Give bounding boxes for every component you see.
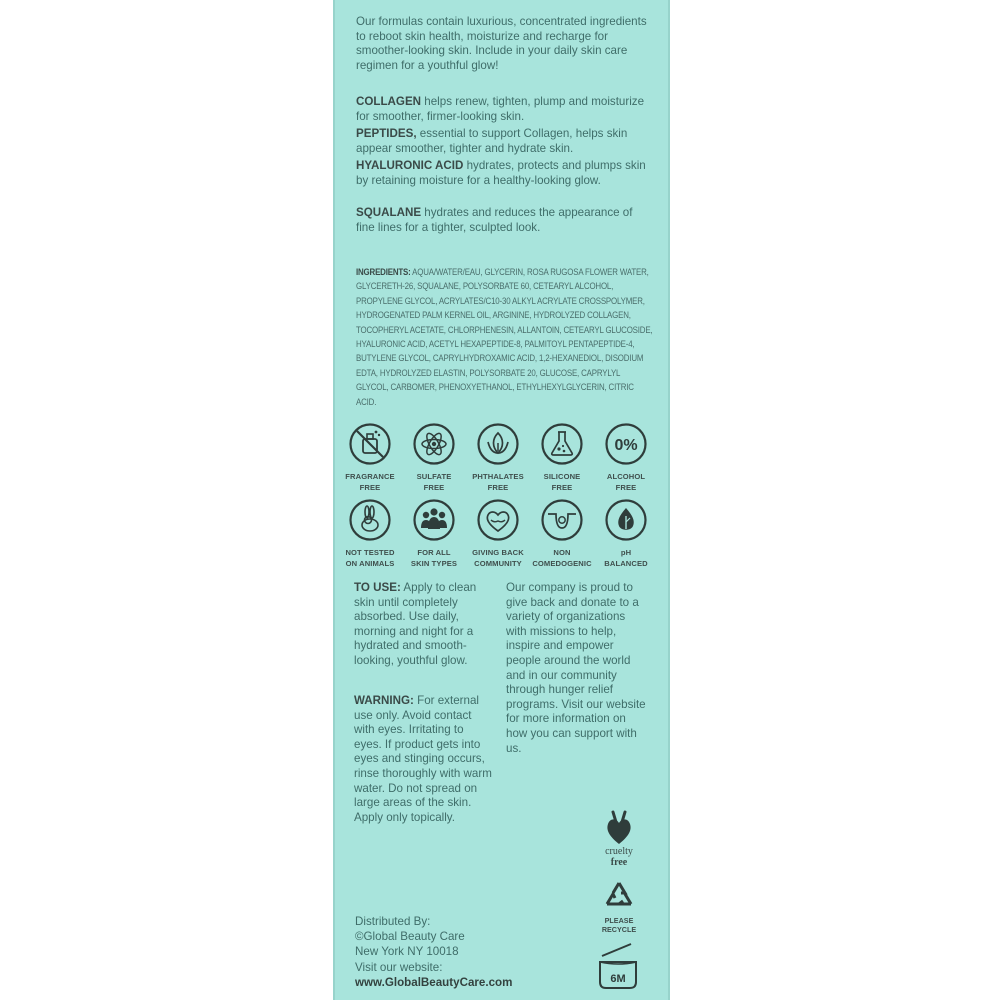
warning-text: For external use only. Avoid contact with eyes. Irritating to eyes. If product gets into eyes and stinging occurs, rinse thoroughly with warm water. Do not spread on large areas of the skin. Apply only topically. bbox=[354, 694, 492, 824]
badge-label-2: ON ANIMALS bbox=[345, 558, 395, 568]
ingredients-title: INGREDIENTS: bbox=[356, 267, 411, 277]
heart-hands-icon bbox=[476, 498, 520, 542]
badge-phthalates-free bbox=[467, 422, 529, 493]
hyaluronic-title: HYALURONIC ACID bbox=[356, 159, 464, 172]
recycle-line-2: RECYCLE bbox=[601, 925, 637, 934]
pore-icon bbox=[540, 498, 584, 542]
rabbit-icon bbox=[348, 498, 392, 542]
badge-label-2: BALANCED bbox=[604, 558, 648, 568]
badge-label-1: pH bbox=[620, 548, 632, 557]
badge-label-1: SULFATE bbox=[416, 472, 452, 481]
alcohol-free-icon bbox=[604, 422, 648, 466]
please-recycle-logo bbox=[595, 880, 643, 934]
to-use-text: Apply to clean skin until completely absorbed. Use daily, morning and night for a hydrated and smooth-looking, youthful glow. bbox=[354, 581, 477, 667]
ingredients-list bbox=[356, 265, 653, 409]
badge-label-2: FREE bbox=[359, 482, 381, 492]
distributor-website: www.GlobalBeautyCare.com bbox=[355, 975, 513, 989]
badge-label-1: SILICONE bbox=[543, 472, 581, 481]
badge-giving-back-community bbox=[467, 498, 529, 569]
badge-label-1: FOR ALL bbox=[417, 548, 451, 557]
hyaluronic-paragraph bbox=[356, 159, 651, 188]
warning-paragraph bbox=[354, 694, 494, 825]
squalane-title: SQUALANE bbox=[356, 206, 422, 219]
company-paragraph: Our company is proud to give back and donate to a variety of organizations with missions to help, inspire and empower people around the world and in our community through hunger relief programs. Visit our website for more information on how you can support with us. bbox=[506, 581, 646, 755]
distributor-line-4: Visit our website: bbox=[355, 960, 443, 974]
badge-label-2: SKIN TYPES bbox=[410, 558, 458, 568]
badge-label-1: PHTHALATES bbox=[472, 472, 524, 481]
hyaluronic-text: hydrates, protects and plumps skin by retaining moisture for a healthy-looking glow. bbox=[356, 159, 646, 187]
product-box-panel bbox=[333, 0, 670, 1000]
badge-ph-balanced bbox=[595, 498, 657, 569]
badge-label-1: GIVING BACK bbox=[472, 548, 524, 557]
badge-label-2: FREE bbox=[551, 482, 573, 492]
distributor-line-2: ©Global Beauty Care bbox=[355, 930, 465, 944]
silicone-free-icon bbox=[540, 422, 584, 466]
cruelty-line-1: cruelty bbox=[605, 846, 633, 857]
cruelty-free-logo bbox=[595, 810, 643, 868]
squalane-paragraph bbox=[356, 206, 646, 235]
badge-label-2: FREE bbox=[423, 482, 445, 492]
badge-label-2: COMEDOGENIC bbox=[532, 558, 592, 568]
distributor-info bbox=[355, 914, 512, 990]
badge-for-all-skin-types bbox=[403, 498, 465, 569]
cruelty-line-2: free bbox=[610, 857, 628, 868]
recycle-line-1: PLEASE bbox=[604, 916, 634, 925]
intro-text: Our formulas contain luxurious, concentrated ingredients to reboot skin health, moisturize and recharge for smoother-looking skin. Include in your daily skin care regimen for a youthful glow! bbox=[356, 15, 647, 72]
period-after-opening-symbol bbox=[597, 942, 639, 990]
badge-label-2: FREE bbox=[615, 482, 637, 492]
to-use-paragraph bbox=[354, 581, 494, 669]
recycle-icon bbox=[603, 880, 635, 912]
ingredients-text: AQUA/WATER/EAU, GLYCERIN, ROSA RUGOSA FLOWER WATER, GLYCERETH-26, SQUALANE, POLYSORBATE 60, CETEARYL ALCOHOL, PROPYLENE GLYCOL, ACRYLATES/C10-30 ALKYL ACRYLATE CROSSPOLYMER, HYDROGENATED PALM KERNEL OIL, ARGININE, HYDROLYZED COLLAGEN, TOCOPHERYL ACETATE, CHLORPHENESIN, ALLANTOIN, CETEARYL GLUCOSIDE, HYALURONIC ACID, ACETYL HEXAPEPTIDE-8, PALMITOYL PENTAPEPTIDE-4, BUTYLENE GLYCOL, CAPRYLHYDROXAMIC ACID, 1,2-HEXANEDIOL, DISODIUM EDTA, HYDROLYZED ELASTIN, POLYSORBATE 20, GLUCOSE, CAPRYLYL GLYCOL, CARBOMER, PHENOXYETHANOL, ETHYLHEXYLGLYCERIN, CITRIC ACID. bbox=[356, 267, 653, 407]
peptides-paragraph bbox=[356, 127, 656, 156]
badge-non-comedogenic bbox=[531, 498, 593, 569]
sulfate-free-icon bbox=[412, 422, 456, 466]
distributor-line-1: Distributed By: bbox=[355, 915, 431, 928]
badge-fragrance-free bbox=[339, 422, 401, 493]
badge-silicone-free bbox=[531, 422, 593, 493]
squalane-text: hydrates and reduces the appearance of fine lines for a tighter, sculpted look. bbox=[356, 206, 633, 234]
warning-title: WARNING: bbox=[354, 694, 414, 707]
badge-label-1: FRAGRANCE bbox=[345, 472, 395, 481]
phthalates-free-icon bbox=[476, 422, 520, 466]
peptides-text: essential to support Collagen, helps skin appear smoother, tighter and hydrate skin. bbox=[356, 127, 628, 155]
pao-label: 6M bbox=[610, 973, 626, 985]
badge-label-2: COMMUNITY bbox=[474, 558, 522, 568]
badge-alcohol-free bbox=[595, 422, 657, 493]
open-jar-icon bbox=[597, 942, 639, 990]
peptides-title: PEPTIDES, bbox=[356, 127, 417, 140]
badge-label-2: FREE bbox=[487, 482, 509, 492]
cruelty-free-heart-icon bbox=[604, 810, 634, 846]
badge-label-1: NON bbox=[553, 548, 571, 557]
collagen-text: helps renew, tighten, plump and moisturize for smoother, firmer-looking skin. bbox=[356, 95, 645, 123]
badge-label-1: ALCOHOL bbox=[606, 472, 646, 481]
distributor-line-3: New York NY 10018 bbox=[355, 945, 459, 959]
collagen-paragraph bbox=[356, 95, 656, 124]
badge-label-1: NOT TESTED bbox=[345, 548, 395, 557]
to-use-title: TO USE: bbox=[354, 581, 401, 594]
badge-not-tested-on-animals bbox=[339, 498, 401, 569]
people-icon bbox=[412, 498, 456, 542]
fragrance-free-icon bbox=[348, 422, 392, 466]
alcohol-glyph: 0% bbox=[614, 437, 638, 454]
collagen-title: COLLAGEN bbox=[356, 95, 422, 108]
leaf-drop-icon bbox=[604, 498, 648, 542]
badge-sulfate-free bbox=[403, 422, 465, 493]
